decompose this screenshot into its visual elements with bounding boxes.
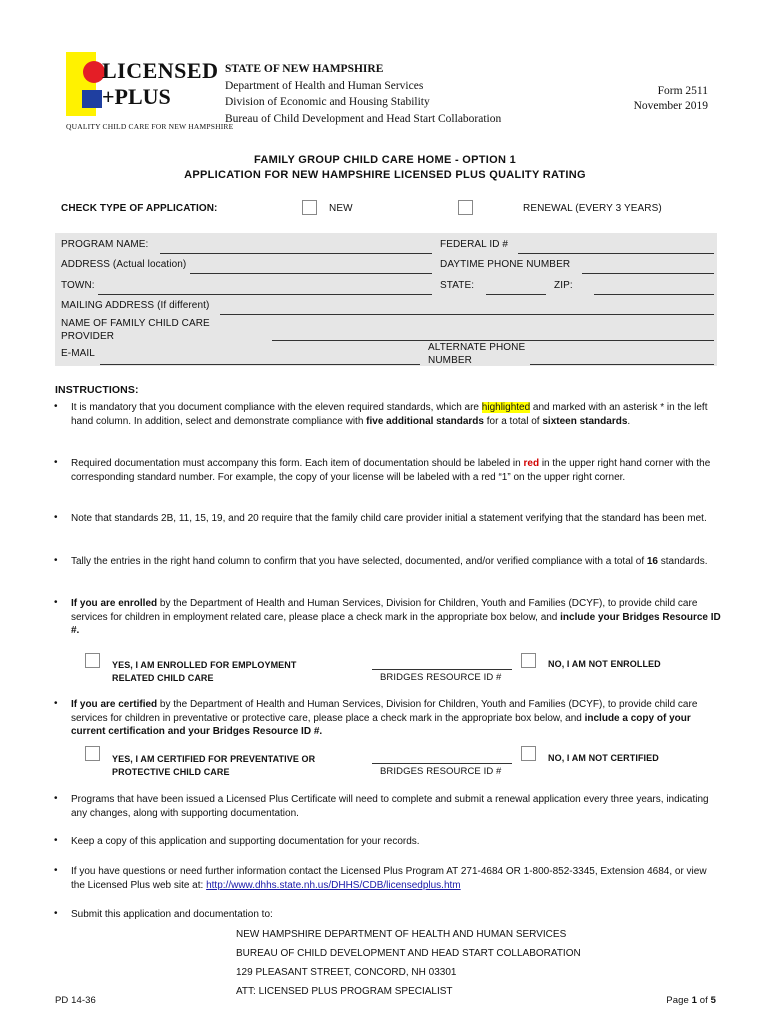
instruction-10: Submit this application and documentation to: <box>71 909 273 920</box>
five-additional-standards: five additional standards <box>366 415 484 427</box>
alternate-phone-label-line2: NUMBER <box>428 355 472 366</box>
bullet-7: • <box>54 793 58 804</box>
instruction-1-text-b: and marked with an asterisk * in the left hand column. In addition, select and demonstrate compliance with <box>71 402 708 427</box>
bridges-id-input-2[interactable] <box>372 763 512 764</box>
state-label: STATE: <box>440 280 475 291</box>
instruction-9-text: If you have questions or need further information contact the Licensed Plus Program AT 271-4684 OR 1-800-852-3345, Extension 4684, or view the Licensed Plus web site at: <box>71 866 707 891</box>
if-enrolled: If you are enrolled <box>71 598 158 609</box>
email-label: E-MAIL <box>61 348 95 359</box>
town-input[interactable] <box>98 294 432 295</box>
include-certification: include a copy of your current certification and your Bridges Resource ID #. <box>71 712 691 737</box>
instruction-2-text-b: in the upper right hand corner with the corresponding standard number. For example, the copy of your license will be labeled with a red “1” on the upper right corner. <box>71 458 711 483</box>
federal-id-input[interactable] <box>518 253 714 254</box>
daytime-phone-label: DAYTIME PHONE NUMBER <box>440 259 571 270</box>
enrolled-yes-line2: RELATED CHILD CARE <box>112 672 214 683</box>
instruction-9 <box>71 865 721 892</box>
federal-id-label: FEDERAL ID # <box>440 239 509 250</box>
address-input[interactable] <box>190 273 432 274</box>
page-of: of <box>697 995 711 1006</box>
application-type-label: CHECK TYPE OF APPLICATION: <box>61 203 218 214</box>
certified-yes-checkbox[interactable] <box>85 746 100 761</box>
instruction-6-text: by the Department of Health and Human Services, Division for Children, Youth and Families (DCYF), to provide child care services for children in preventative or protective care, please place a check mark in the appropriate box below, and <box>71 699 698 724</box>
form-info <box>634 84 708 114</box>
bridges-id-input-1[interactable] <box>372 669 512 670</box>
program-name-input[interactable] <box>160 253 432 254</box>
page-number <box>666 995 716 1006</box>
instruction-5 <box>71 597 721 638</box>
address-line-2: BUREAU OF CHILD DEVELOPMENT AND HEAD START COLLABORATION <box>236 948 581 959</box>
bullet-2: • <box>54 457 58 468</box>
certified-yes-label <box>112 753 315 778</box>
instruction-1-text-d: . <box>627 415 631 427</box>
bridges-id-label-2: BRIDGES RESOURCE ID # <box>380 766 502 777</box>
bridges-id-label-1: BRIDGES RESOURCE ID # <box>380 672 502 683</box>
provider-name-label-line1: NAME OF FAMILY CHILD CARE <box>61 318 210 329</box>
state-name: STATE OF NEW HAMPSHIRE <box>225 63 384 75</box>
if-certified: If you are certified <box>71 699 158 710</box>
renewal-label: RENEWAL (EVERY 3 YEARS) <box>523 203 662 214</box>
form-date: November 2019 <box>633 100 708 112</box>
page-total: 5 <box>710 995 716 1006</box>
bullet-3: • <box>54 512 58 523</box>
instruction-4 <box>71 555 721 569</box>
program-name-label: PROGRAM NAME: <box>61 239 149 250</box>
bureau: Bureau of Child Development and Head Start Collaboration <box>225 112 502 125</box>
enrolled-no-checkbox[interactable] <box>521 653 536 668</box>
bullet-6: • <box>54 698 58 709</box>
mailing-address-input[interactable] <box>220 314 714 315</box>
provider-name-label-line2: PROVIDER <box>61 331 115 342</box>
town-label: TOWN: <box>61 280 95 291</box>
mailing-address-block <box>236 925 581 1001</box>
daytime-phone-input[interactable] <box>582 273 714 274</box>
logo-line1: LICENSED <box>102 58 219 83</box>
instruction-4-text: Tally the entries in the right hand column to confirm that you have selected, documented, and/or verified compliance with a total of <box>71 556 647 567</box>
form-number: Form 2511 <box>657 85 708 97</box>
certified-no-checkbox[interactable] <box>521 746 536 761</box>
address-line-3: 129 PLEASANT STREET, CONCORD, NH 03301 <box>236 967 457 978</box>
licensed-plus-link[interactable]: http://www.dhhs.state.nh.us/DHHS/CDB/licensedplus.htm <box>206 879 461 891</box>
mailing-address-label: MAILING ADDRESS (If different) <box>61 300 210 311</box>
bullet-10: • <box>54 908 58 919</box>
bullet-1: • <box>54 401 58 412</box>
instruction-5-text: by the Department of Health and Human Services, Division for Children, Youth and Families (DCYF), to provide child care services for children in employment related care, please place a check mark in the appropriate box below, and <box>71 598 698 623</box>
instruction-3: Note that standards 2B, 11, 15, 19, and 20 require that the family child care provider initial a statement verifying that the standard has been met. <box>71 513 707 524</box>
instruction-8: Keep a copy of this application and supporting documentation for your records. <box>71 836 420 847</box>
enrolled-yes-line1: YES, I AM ENROLLED FOR EMPLOYMENT <box>112 660 297 670</box>
alternate-phone-input[interactable] <box>530 364 714 365</box>
form-code: PD 14-36 <box>55 995 96 1006</box>
zip-label: ZIP: <box>554 280 573 291</box>
include-bridges-id: include your Bridges Resource ID #. <box>71 611 721 636</box>
instruction-4-text-b: standards. <box>658 556 708 567</box>
agency-header <box>225 61 501 127</box>
state-input[interactable] <box>486 294 546 295</box>
sixteen-standards: sixteen standards <box>542 415 628 427</box>
alternate-phone-label-line1: ALTERNATE PHONE <box>428 342 526 353</box>
new-label: NEW <box>329 203 353 214</box>
bullet-8: • <box>54 835 58 846</box>
bullet-5: • <box>54 597 58 608</box>
instruction-1 <box>71 401 721 428</box>
logo-line2: +PLUS <box>102 84 171 109</box>
sixteen-count: 16 <box>646 556 658 567</box>
instruction-7: Programs that have been issued a Licensed Plus Certificate will need to complete and submit a renewal application every three years, indicating any changes, along with supporting documentation. <box>71 794 709 819</box>
certified-yes-line1: YES, I AM CERTIFIED FOR PREVENTATIVE OR <box>112 754 316 764</box>
highlighted-word: highlighted <box>481 402 531 413</box>
logo-mark <box>66 52 106 118</box>
instructions-heading: INSTRUCTIONS: <box>55 384 139 396</box>
new-checkbox[interactable] <box>302 200 317 215</box>
enrolled-yes-checkbox[interactable] <box>85 653 100 668</box>
alternate-phone-label <box>428 341 525 367</box>
page-prefix: Page <box>666 995 692 1006</box>
bullet-9: • <box>54 865 58 876</box>
enrolled-no-label: NO, I AM NOT ENROLLED <box>548 659 661 669</box>
address-line-1: NEW HAMPSHIRE DEPARTMENT OF HEALTH AND HUMAN SERVICES <box>236 929 567 940</box>
division: Division of Economic and Housing Stability <box>225 96 430 108</box>
renewal-checkbox[interactable] <box>458 200 473 215</box>
email-input[interactable] <box>100 364 420 365</box>
instruction-1-text: It is mandatory that you document compliance with the eleven required standards, which are <box>71 402 482 413</box>
enrolled-yes-label <box>112 659 296 684</box>
provider-name-label <box>61 317 210 343</box>
address-label: ADDRESS (Actual location) <box>61 259 187 270</box>
title-line2: APPLICATION FOR NEW HAMPSHIRE LICENSED PLUS QUALITY RATING <box>184 168 586 181</box>
instruction-2 <box>71 457 721 484</box>
form-title <box>0 153 770 182</box>
logo-tagline: QUALITY CHILD CARE FOR NEW HAMPSHIRE <box>66 122 234 131</box>
certified-no-label: NO, I AM NOT CERTIFIED <box>548 753 659 763</box>
instruction-2-text: Required documentation must accompany this form. Each item of documentation should be labeled in <box>71 458 524 469</box>
zip-input[interactable] <box>594 294 714 295</box>
department: Department of Health and Human Services <box>225 79 424 92</box>
title-line1: FAMILY GROUP CHILD CARE HOME - OPTION 1 <box>253 154 517 166</box>
instruction-1-text-c: for a total of <box>483 415 543 427</box>
page-current: 1 <box>691 995 697 1006</box>
logo <box>66 52 234 134</box>
certified-yes-line2: PROTECTIVE CHILD CARE <box>112 766 230 777</box>
bullet-4: • <box>54 555 58 566</box>
red-word: red <box>523 458 540 469</box>
address-line-4: ATT: LICENSED PLUS PROGRAM SPECIALIST <box>236 986 453 997</box>
instruction-6 <box>71 698 721 739</box>
